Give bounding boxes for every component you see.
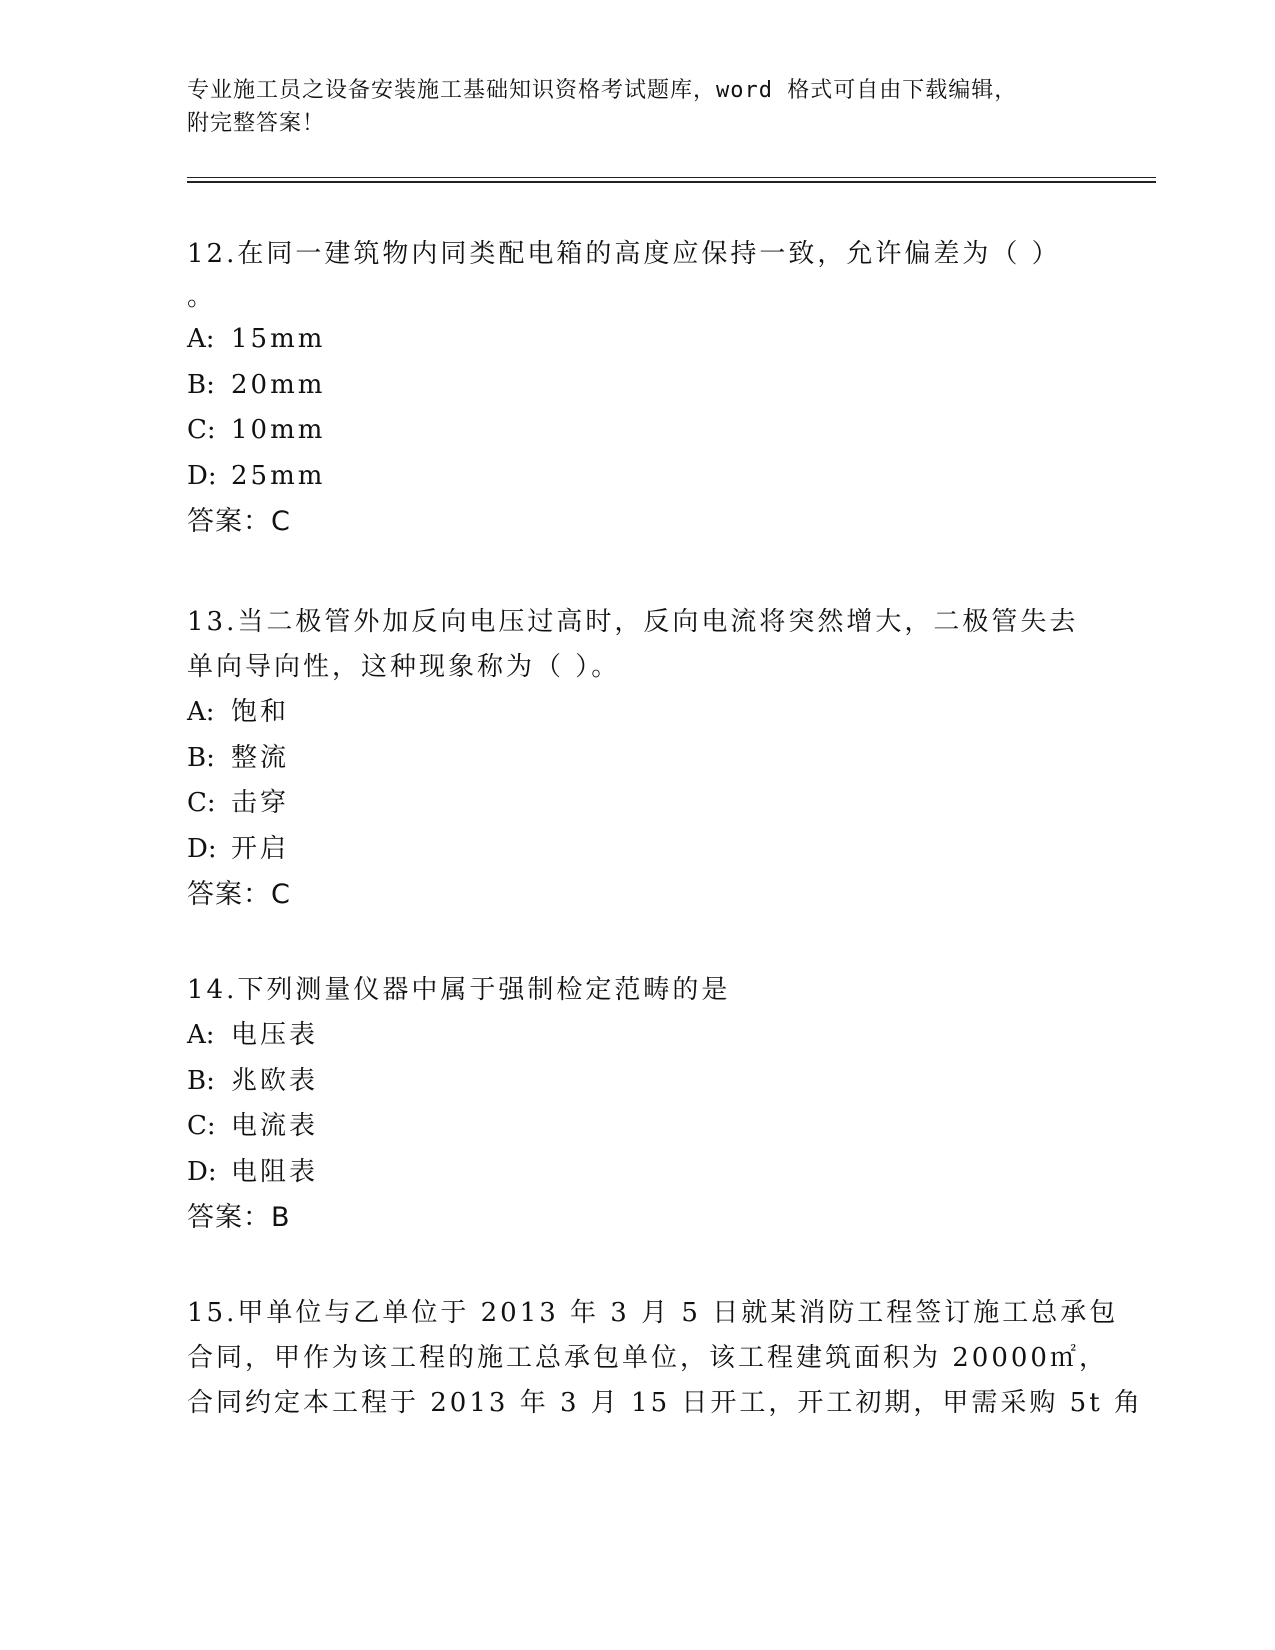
question-12-answer: 答案：C [187,506,291,537]
question-14-option-a [187,1013,1087,1059]
question-13-option-d [187,827,1087,873]
option-text: 开启 [231,833,290,864]
option-letter: B: [187,369,215,400]
option-letter: D: [187,833,217,864]
question-12-option-b [187,363,1087,409]
option-text: 20mm [231,369,326,400]
question-13 [187,600,1087,918]
option-letter: C: [187,1111,216,1141]
question-14-option-c [187,1104,1087,1150]
document-header [187,74,1067,140]
option-letter: D: [187,460,217,491]
header-divider [187,177,1156,183]
question-12-option-c [187,408,1087,454]
question-14-option-d [187,1150,1087,1196]
question-12 [187,232,1087,545]
option-letter: C: [187,788,216,818]
question-12-option-d [187,454,1087,500]
option-letter: B: [187,1065,215,1096]
question-15 [187,1291,1143,1426]
question-12-stem-line-2: 。 [187,282,217,312]
option-text: 整流 [231,742,290,773]
question-13-option-c [187,781,1087,827]
option-text: 10mm [231,415,326,445]
option-text: 击穿 [231,788,290,818]
option-text: 兆欧表 [231,1065,319,1096]
question-12-option-a [187,317,1087,363]
option-letter: A: [187,1020,215,1050]
option-text: 电流表 [231,1111,319,1141]
question-15-stem-line-1: 15.甲单位与乙单位于 2013 年 3 月 5 日就某消防工程签订施工总承包 [187,1298,1119,1328]
question-14-answer: 答案：B [187,1202,291,1233]
option-letter: A: [187,324,215,354]
question-12-stem-line-1: 12.在同一建筑物内同类配电箱的高度应保持一致，允许偏差为（ ） [187,239,1061,269]
header-line-1: 专业施工员之设备安装施工基础知识资格考试题库，word 格式可自由下载编辑， [187,78,1018,103]
option-text: 饱和 [231,697,290,727]
header-line-2: 附完整答案！ [187,111,326,136]
question-14 [187,968,1087,1241]
option-letter: A: [187,697,215,727]
question-13-answer: 答案：C [187,879,291,910]
question-15-stem-line-3: 合同约定本工程于 2013 年 3 月 15 日开工，开工初期，甲需采购 5t 角 [187,1388,1143,1418]
question-13-stem-line-2: 单向导向性，这种现象称为（ ）。 [187,652,621,682]
question-14-stem-line-1: 14.下列测量仪器中属于强制检定范畴的是 [187,975,731,1005]
option-letter: C: [187,415,216,445]
question-13-option-b [187,736,1087,782]
option-text: 电压表 [231,1020,319,1050]
question-15-stem-line-2: 合同，甲作为该工程的施工总承包单位，该工程建筑面积为 20000㎡， [187,1343,1108,1373]
question-13-option-a [187,690,1087,736]
option-text: 25mm [231,460,326,491]
question-13-stem-line-1: 13.当二极管外加反向电压过高时，反向电流将突然增大，二极管失去 [187,607,1079,637]
question-14-option-b [187,1059,1087,1105]
option-letter: B: [187,742,215,773]
option-text: 15mm [231,324,326,354]
option-letter: D: [187,1156,217,1187]
option-text: 电阻表 [231,1156,319,1187]
